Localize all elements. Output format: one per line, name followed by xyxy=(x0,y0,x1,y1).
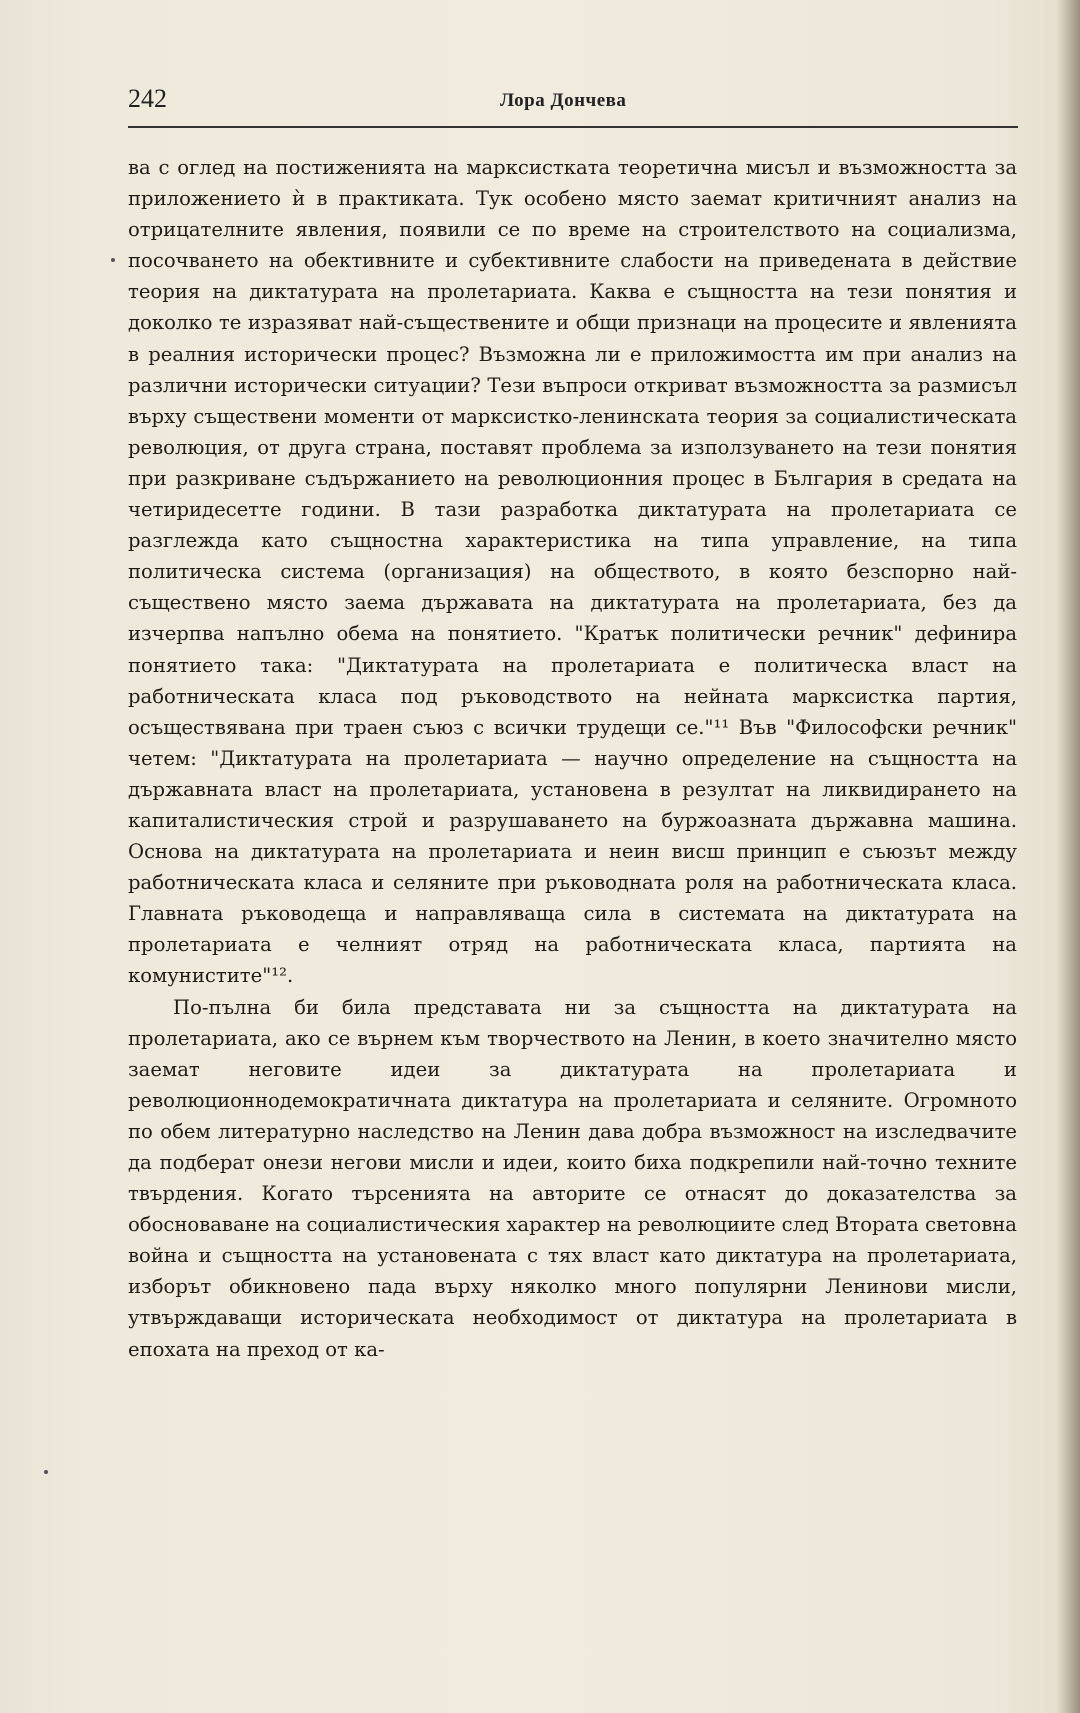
paragraph-2: По-пълна би била представата ни за същността на диктатурата на пролетариата, ако се върнем към творчеството на Ленин, в което значително място заемат неговите идеи за диктатурата на пролетариата и революционнодемократичната диктатура на пролетариата и селяните. Огромното по обем литературно наследство на Ленин дава добра възможност на изследвачите да подберат онези негови мисли и идеи, които биха подкрепили най-точно техните твърдения. Когато търсенията на авторите се отнасят до доказателства за обосноваване на социалистическия характер на революциите след Втората световна война и същността на установената с тях власт като диктатура на пролетариата, изборът обикновено пада върху няколко много популярни Ленинови мисли, утвърждаващи историческата необходимост от диктатура на пролетариата в епохата на преход от ка- xyxy=(128,995,1017,1361)
header-rule xyxy=(128,126,1018,128)
page-number: 242 xyxy=(128,84,167,113)
page-binding-shadow xyxy=(1056,0,1080,1713)
running-title-author: Лора Дончева xyxy=(500,90,627,111)
body-text xyxy=(128,152,1017,1365)
paragraph-1: ва с оглед на постиженията на марксистката теоретична мисъл и възможността за приложението ѝ в практиката. Тук особено място заемат критичният анализ на отрицателните явления, появили се по време на строителството на социализма, посочването на обективните и субективните слабости на приведената в действие теория на диктатурата на пролетариата. Каква е същността на тези понятия и доколко те изразяват най-съществените и общи признаци на процесите и явленията в реалния исторически процес? Възможна ли е приложимостта им при анализ на различни исторически ситуации? Тези въпроси откриват възможността за размисъл върху съществени моменти от марксистко-ленинската теория за социалистическата революция, от друга страна, поставят проблема за използуването на тези понятия при разкриване съдържанието на революционния процес в България в средата на четиридесетте години. В тази разработка диктатурата на пролетариата се разглежда като същностна характеристика на типа управление, на типа политическа система (организация) на обществото, в която безспорно най-съществено място заема държавата на диктатурата на пролетариата, без да изчерпва напълно обема на понятието. "Кратък политически речник" дефинира понятието така: "Диктатурата на пролетариата е политическа власт на работническата класа под ръководството на нейната марксистка партия, осъществявана при траен съюз с всички трудещи се."¹¹ Във "Философски речник" четем: "Диктатурата на пролетариата — научно определение на същността на държавната власт на пролетариата, установена в резултат на ликвидирането на капиталистическия строй и разрушаването на буржоазната държавна машина. Основа на диктатурата на пролетариата и неин висш принцип е съюзът между работническата класа и селяните при ръководната роля на работническата класа. Главната ръководеща и направляваща сила в системата на диктатурата на пролетариата е челният отряд на работническата класа, партията на комунистите"¹². xyxy=(128,156,1017,988)
print-speck xyxy=(44,1470,48,1474)
print-speck xyxy=(111,258,115,262)
running-head xyxy=(128,78,1018,118)
